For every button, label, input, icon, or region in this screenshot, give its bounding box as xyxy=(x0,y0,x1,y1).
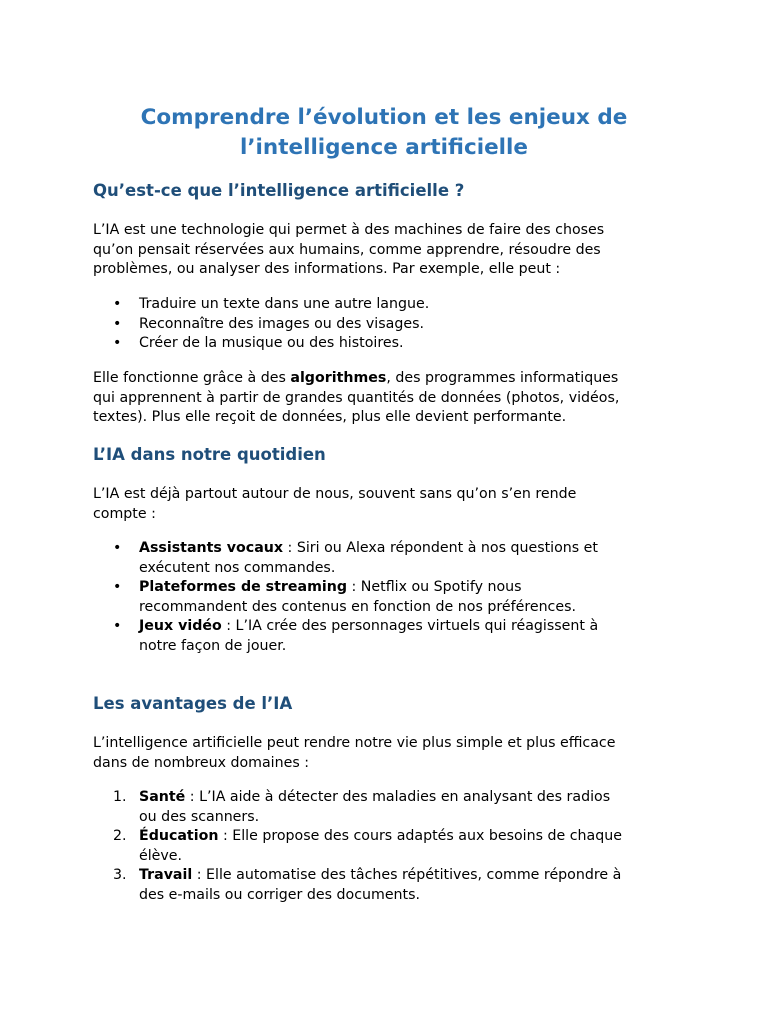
bullet-marker: • xyxy=(113,315,122,332)
list-item xyxy=(93,617,693,656)
paragraph-line: compte : xyxy=(93,505,156,522)
bold-term: Travail xyxy=(139,867,193,884)
list-item-line: des e-mails ou corriger des documents. xyxy=(139,886,420,903)
list-item-text: Traduire un texte dans une autre langue. xyxy=(139,296,430,312)
section1-intro-paragraph xyxy=(93,221,693,280)
list-item xyxy=(93,295,693,315)
bold-term: Assistants vocaux xyxy=(139,540,284,556)
list-number: 2. xyxy=(113,828,127,845)
text-run: : L’IA crée des personnages virtuels qui réagissent à xyxy=(221,618,599,635)
list-item-line xyxy=(139,539,693,559)
section-heading-daily-life: L’IA dans notre quotidien xyxy=(93,445,326,464)
list-item xyxy=(93,866,693,905)
bullet-marker: • xyxy=(113,540,122,556)
document-title-line-2: l’intelligence artificielle xyxy=(240,135,528,160)
bullet-marker: • xyxy=(113,296,122,312)
list-number: 1. xyxy=(113,789,127,805)
list-item-text: Reconnaître des images ou des visages. xyxy=(139,315,424,332)
list-item xyxy=(93,578,693,617)
bullet-marker: • xyxy=(113,618,122,635)
paragraph-line: textes). Plus elle reçoit de données, plus elle devient performante. xyxy=(93,409,567,426)
text-run: : Elle propose des cours adaptés aux besoins de chaque xyxy=(218,828,622,845)
list-item-line: exécutent nos commandes. xyxy=(139,559,336,576)
paragraph-line: dans de nombreux domaines : xyxy=(93,754,310,771)
paragraph-line: L’IA est déjà partout autour de nous, souvent sans qu’on s’en rende xyxy=(93,486,577,502)
document-title-line-1: Comprendre l’évolution et les enjeux de xyxy=(140,105,628,130)
section3-intro-paragraph xyxy=(93,734,693,773)
bullet-marker: • xyxy=(113,335,122,352)
bold-term-algorithmes: algorithmes xyxy=(290,370,387,386)
text-run: : Netflix ou Spotify nous xyxy=(346,579,522,596)
list-item xyxy=(93,788,693,827)
list-item xyxy=(93,334,693,354)
text-run: , des programmes informatiques xyxy=(386,370,619,386)
list-item-line xyxy=(139,866,693,886)
list-item-line: recommandent des contenus en fonction de nos préférences. xyxy=(139,598,576,615)
bold-term: Jeux vidéo xyxy=(139,618,222,635)
list-number: 3. xyxy=(113,867,127,884)
list-item xyxy=(93,315,693,335)
bold-term: Santé xyxy=(139,789,186,805)
list-item-line: notre façon de jouer. xyxy=(139,637,287,654)
list-item-line: élève. xyxy=(139,847,183,864)
list-item-text: Créer de la musique ou des histoires. xyxy=(139,335,404,352)
list-item-line xyxy=(139,827,693,847)
paragraph-line: qui apprennent à partir de grandes quantités de données (photos, vidéos, xyxy=(93,389,620,406)
text-run: : L’IA aide à détecter des maladies en analysant des radios xyxy=(185,789,611,805)
section-heading-advantages: Les avantages de l’IA xyxy=(93,694,293,713)
paragraph-line xyxy=(93,369,693,389)
text-run: : Elle automatise des tâches répétitives, comme répondre à xyxy=(192,867,622,884)
section-heading-what-is-ai: Qu’est-ce que l’intelligence artificielle ? xyxy=(93,181,465,200)
list-item-line xyxy=(139,788,693,808)
paragraph-line: L’IA est une technologie qui permet à des machines de faire des choses xyxy=(93,222,605,238)
section2-intro-paragraph xyxy=(93,485,693,524)
paragraph-line: problèmes, ou analyser des informations. Par exemple, elle peut : xyxy=(93,261,561,278)
section1-outro-paragraph xyxy=(93,369,693,428)
list-item-line xyxy=(139,617,693,637)
bold-term: Plateformes de streaming xyxy=(139,579,347,596)
section1-bullet-list xyxy=(93,295,693,354)
list-item xyxy=(93,539,693,578)
paragraph-line: qu’on pensait réservées aux humains, comme apprendre, résoudre des xyxy=(93,241,601,258)
section2-bullet-list xyxy=(93,539,693,657)
text-run: : Siri ou Alexa répondent à nos questions et xyxy=(283,540,598,556)
text-run: Elle fonctionne grâce à des xyxy=(93,370,291,386)
section3-numbered-list xyxy=(93,788,693,906)
document-title xyxy=(80,103,688,163)
bullet-marker: • xyxy=(113,579,122,596)
list-item xyxy=(93,827,693,866)
list-item-line xyxy=(139,578,693,598)
bold-term: Éducation xyxy=(139,828,219,845)
paragraph-line: L’intelligence artificielle peut rendre notre vie plus simple et plus efficace xyxy=(93,735,616,751)
list-item-line: ou des scanners. xyxy=(139,808,260,825)
